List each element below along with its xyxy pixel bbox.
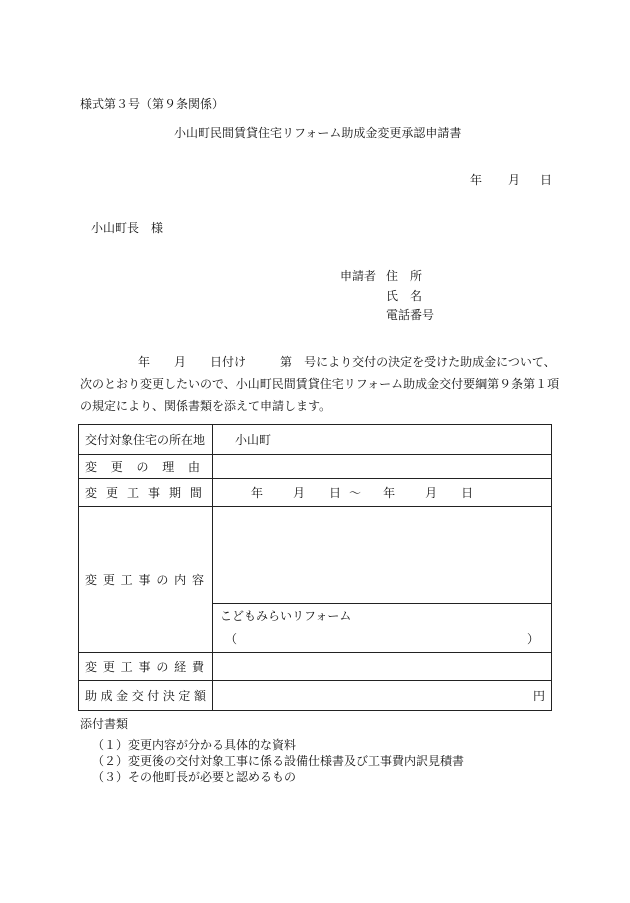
grant-amount-cell[interactable] (213, 681, 552, 711)
yen-unit: 円 (532, 689, 545, 703)
body-dated: 日付け (210, 355, 247, 369)
content-cell (213, 507, 552, 653)
paren-open: （ (225, 632, 238, 646)
applicant-phone-label: 電話番号 (386, 308, 435, 322)
table-row (79, 479, 552, 507)
location-value: 小山町 (235, 433, 272, 447)
application-body (80, 354, 560, 416)
body-line-3: の規定により、関係書類を添えて申請します。 (80, 399, 332, 413)
content-input-area[interactable] (213, 507, 551, 604)
applicant-name-label: 氏 名 (386, 289, 423, 303)
application-table (78, 424, 552, 711)
table-row (79, 681, 552, 711)
document-title: 小山町民間賃貸住宅リフォーム助成金変更承認申請書 (174, 126, 462, 140)
cost-label: 変 更 工 事 の 経 費 (79, 653, 213, 681)
date-day: 日 (540, 173, 553, 187)
period-fields: 年 月 日 ～ 年 月 日 (251, 486, 474, 500)
body-year: 年 (138, 355, 151, 369)
date-year: 年 (470, 173, 483, 187)
period-cell[interactable] (213, 479, 552, 507)
date-month: 月 (508, 173, 521, 187)
attachment-item-2: （２）変更後の交付対象工事に係る設備仕様書及び工事費内訳見積書 (92, 754, 465, 768)
reason-cell[interactable] (213, 455, 552, 479)
body-no-prefix: 第 (280, 355, 293, 369)
grant-amount-label: 助 成 金 交 付 決 定 額 (79, 681, 213, 711)
attachment-item-1: （１）変更内容が分かる具体的な資料 (92, 738, 297, 752)
body-line1-rest: 号により交付の決定を受けた助成金について、 (304, 355, 556, 369)
attachments-heading: 添付書類 (80, 717, 129, 731)
body-line-1 (80, 354, 555, 372)
content-label: 変 更 工 事 の 内 容 (79, 507, 213, 653)
reform-label: こどもみらいリフォーム (220, 609, 352, 623)
table-row (79, 425, 552, 455)
period-label: 変 更 工 事 期 間 (79, 479, 213, 507)
period-tilde: ～ (349, 486, 362, 500)
body-line-2: 次のとおり変更したいので、小山町民間賃貸住宅リフォーム助成金交付要綱第９条第１項 (80, 377, 560, 391)
attachment-item-3: （３）その他町長が必要と認めるもの (92, 770, 297, 784)
location-label: 交付対象住宅の所在地 (79, 425, 213, 455)
cost-cell[interactable] (213, 653, 552, 681)
body-month: 月 (174, 355, 187, 369)
applicant-label: 申請者 (340, 269, 377, 283)
addressee: 小山町長 様 (91, 221, 164, 235)
paren-close: ） (526, 632, 539, 646)
table-row (79, 653, 552, 681)
reason-label: 変 更 の 理 由 (79, 455, 213, 479)
reform-area[interactable] (213, 604, 551, 652)
table-row (79, 455, 552, 479)
applicant-address-label: 住 所 (386, 269, 423, 283)
location-cell[interactable] (213, 425, 552, 455)
form-number: 様式第３号（第９条関係） (80, 97, 225, 111)
table-row (79, 507, 552, 653)
